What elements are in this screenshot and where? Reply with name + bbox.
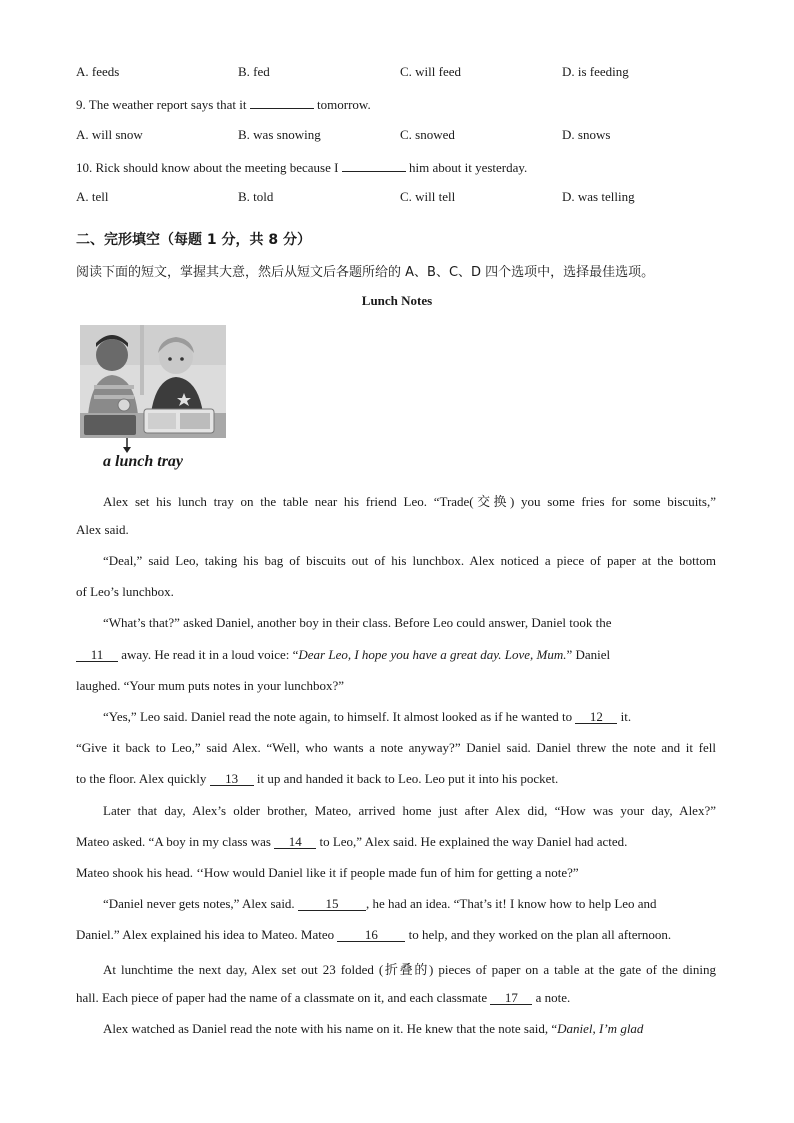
figure-caption: a lunch tray — [103, 453, 184, 470]
q10-option-d[interactable]: D. was telling — [562, 189, 635, 204]
blank-12: 12 — [575, 710, 617, 724]
passage-line-18-text-a: Alex watched as Daniel read the note with his name on it. He knew that the note said, “ — [103, 1021, 558, 1036]
passage-line-17-text-b: a note. — [535, 990, 571, 1005]
passage-line-10 — [76, 771, 716, 787]
daniel-note-text: Daniel, I’m glad — [557, 1021, 644, 1036]
q10-option-a[interactable]: A. tell — [76, 189, 109, 204]
blank-15: 15 — [298, 897, 366, 911]
passage-line-2: Alex said. — [76, 522, 129, 537]
boys-at-table-image — [80, 325, 226, 438]
section-heading: 二、完形填空（每题 1 分，共 8 分） — [76, 232, 311, 248]
q10-options — [76, 189, 726, 207]
passage-line-11: Later that day, Alex’s older brother, Mateo, arrived home just after Alex did, “How was your day, Alex?” — [103, 803, 716, 818]
passage-line-7: laughed. “Your mum puts notes in your lunchbox?” — [76, 678, 345, 693]
q9-text-after: tomorrow. — [317, 97, 371, 112]
passage-line-16: At lunchtime the next day, Alex set out 23 folded (折叠的) pieces of paper on a table at the gate of the dining — [103, 962, 716, 977]
lunch-tray-illustration — [80, 325, 226, 438]
arrow-down-icon — [120, 438, 134, 454]
q8-option-c[interactable]: C. will feed — [400, 64, 462, 79]
passage-line-14 — [103, 896, 716, 912]
passage-line-4: of Leo’s lunchbox. — [76, 584, 174, 599]
q10-text-after: him about it yesterday. — [408, 160, 528, 175]
q8-options — [76, 64, 726, 82]
passage-line-1: Alex set his lunch tray on the table near his friend Leo. “Trade(交换) you some fries for some biscuits,” — [103, 494, 716, 509]
blank-11: 11 — [76, 648, 118, 662]
question-10 — [76, 158, 527, 176]
passage-line-8-text-a: “Yes,” Leo said. Daniel read the note again, to himself. It almost looked as if he wanted to — [103, 709, 573, 724]
q9-option-a[interactable]: A. will snow — [76, 127, 143, 142]
passage-line-13: Mateo shook his head. ‘‘How would Daniel like it if people made fun of him for getting a note?” — [76, 865, 579, 880]
q9-option-c[interactable]: C. snowed — [400, 127, 455, 142]
passage-line-18 — [103, 1021, 716, 1037]
q8-option-b[interactable]: B. fed — [238, 64, 270, 79]
q8-option-a[interactable]: A. feeds — [76, 64, 120, 79]
q9-option-d[interactable]: D. snows — [562, 127, 611, 142]
passage-line-9: “Give it back to Leo,” said Alex. “Well, who wants a note anyway?” Daniel said. Daniel threw the note and it fell — [76, 740, 716, 755]
passage-line-6 — [76, 647, 716, 663]
passage-line-10-text-a: to the floor. Alex quickly — [76, 771, 207, 786]
passage-line-17-text-a: hall. Each piece of paper had the name of a classmate on it, and each classmate — [76, 990, 488, 1005]
passage-line-10-text-b: it up and handed it back to Leo. Leo put it into his pocket. — [256, 771, 559, 786]
q10-blank — [342, 158, 406, 172]
passage-line-17 — [76, 990, 716, 1006]
passage-line-14-text-a: “Daniel never gets notes,” Alex said. — [103, 896, 295, 911]
q10-option-b[interactable]: B. told — [238, 189, 274, 204]
q10-text-before: 10. Rick should know about the meeting because I — [76, 160, 339, 175]
q10-option-c[interactable]: C. will tell — [400, 189, 456, 204]
passage-line-8-text-b: it. — [620, 709, 632, 724]
q9-text-before: 9. The weather report says that it — [76, 97, 247, 112]
passage-line-15-text-b: to help, and they worked on the plan all afternoon. — [408, 927, 672, 942]
q9-option-b[interactable]: B. was snowing — [238, 127, 321, 142]
passage-line-12-text-a: Mateo asked. “A boy in my class was — [76, 834, 271, 849]
question-9 — [76, 95, 371, 113]
blank-14: 14 — [274, 835, 316, 849]
blank-17: 17 — [490, 991, 532, 1005]
passage-line-6-text-b: ” Daniel — [566, 647, 611, 662]
passage-line-15-text-a: Daniel.” Alex explained his idea to Mateo. Mateo — [76, 927, 335, 942]
passage-line-6-text-a: away. He read it in a loud voice: “ — [121, 647, 299, 662]
passage-line-12-text-b: to Leo,” Alex said. He explained the way Daniel had acted. — [319, 834, 628, 849]
section-instruction: 阅读下面的短文，掌握其大意，然后从短文后各题所给的 A、B、C、D 四个选项中，选择最佳选项。 — [76, 265, 655, 280]
q8-option-d[interactable]: D. is feeding — [562, 64, 629, 79]
passage-line-14-text-b: , he had an idea. “That’s it! I know how to help Leo and — [365, 896, 657, 911]
passage-line-3: “Deal,” said Leo, taking his bag of biscuits out of his lunchbox. Alex noticed a piece of paper at the bottom — [103, 553, 716, 568]
passage-line-5: “What’s that?” asked Daniel, another boy in their class. Before Leo could answer, Daniel took the — [103, 615, 612, 630]
q9-blank — [250, 95, 314, 109]
blank-13: 13 — [210, 772, 254, 786]
passage-line-8 — [103, 709, 716, 725]
passage-line-12 — [76, 834, 716, 850]
mum-note-text: Dear Leo, I hope you have a great day. Love, Mum. — [298, 647, 567, 662]
passage-line-15 — [76, 927, 716, 943]
blank-16: 16 — [337, 928, 405, 942]
passage-title: Lunch Notes — [361, 293, 433, 308]
q9-options — [76, 127, 726, 145]
